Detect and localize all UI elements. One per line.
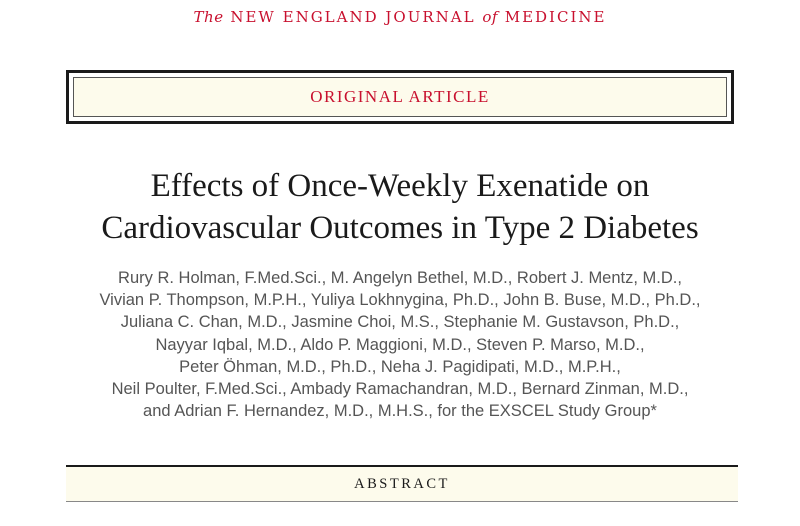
author-line: Nayyar Iqbal, M.D., Aldo P. Maggioni, M.D., Steven P. Marso, M.D., <box>155 335 645 354</box>
title-line: Cardiovascular Outcomes in Type 2 Diabetes <box>101 210 699 246</box>
author-line: and Adrian F. Hernandez, M.D., M.H.S., for the EXSCEL Study Group* <box>143 402 657 421</box>
abstract-heading: ABSTRACT <box>66 467 738 502</box>
article-type-label: ORIGINAL ARTICLE <box>73 77 727 117</box>
journal-masthead <box>0 8 800 26</box>
author-line: Rury R. Holman, F.Med.Sci., M. Angelyn Bethel, M.D., Robert J. Mentz, M.D., <box>118 269 682 287</box>
masthead-journal-name-part1: NEW ENGLAND JOURNAL <box>230 8 476 26</box>
author-line: Juliana C. Chan, M.D., Jasmine Choi, M.S., Stephanie M. Gustavson, Ph.D., <box>120 313 680 332</box>
author-line: Peter Öhman, M.D., Ph.D., Neha J. Pagidipati, M.D., M.P.H., <box>179 357 621 376</box>
author-line: Neil Poulter, F.Med.Sci., Ambady Ramachandran, M.D., Bernard Zinman, M.D., <box>111 380 689 399</box>
masthead-journal-name-part2: MEDICINE <box>504 8 607 26</box>
article-type-banner <box>66 70 734 124</box>
masthead-the: The <box>193 8 224 26</box>
masthead-of: of <box>482 8 498 26</box>
article-title <box>0 165 800 249</box>
author-list <box>0 267 800 422</box>
author-line: Vivian P. Thompson, M.P.H., Yuliya Lokhnygina, Ph.D., John B. Buse, M.D., Ph.D., <box>99 291 701 310</box>
title-line: Effects of Once-Weekly Exenatide on <box>150 168 650 204</box>
